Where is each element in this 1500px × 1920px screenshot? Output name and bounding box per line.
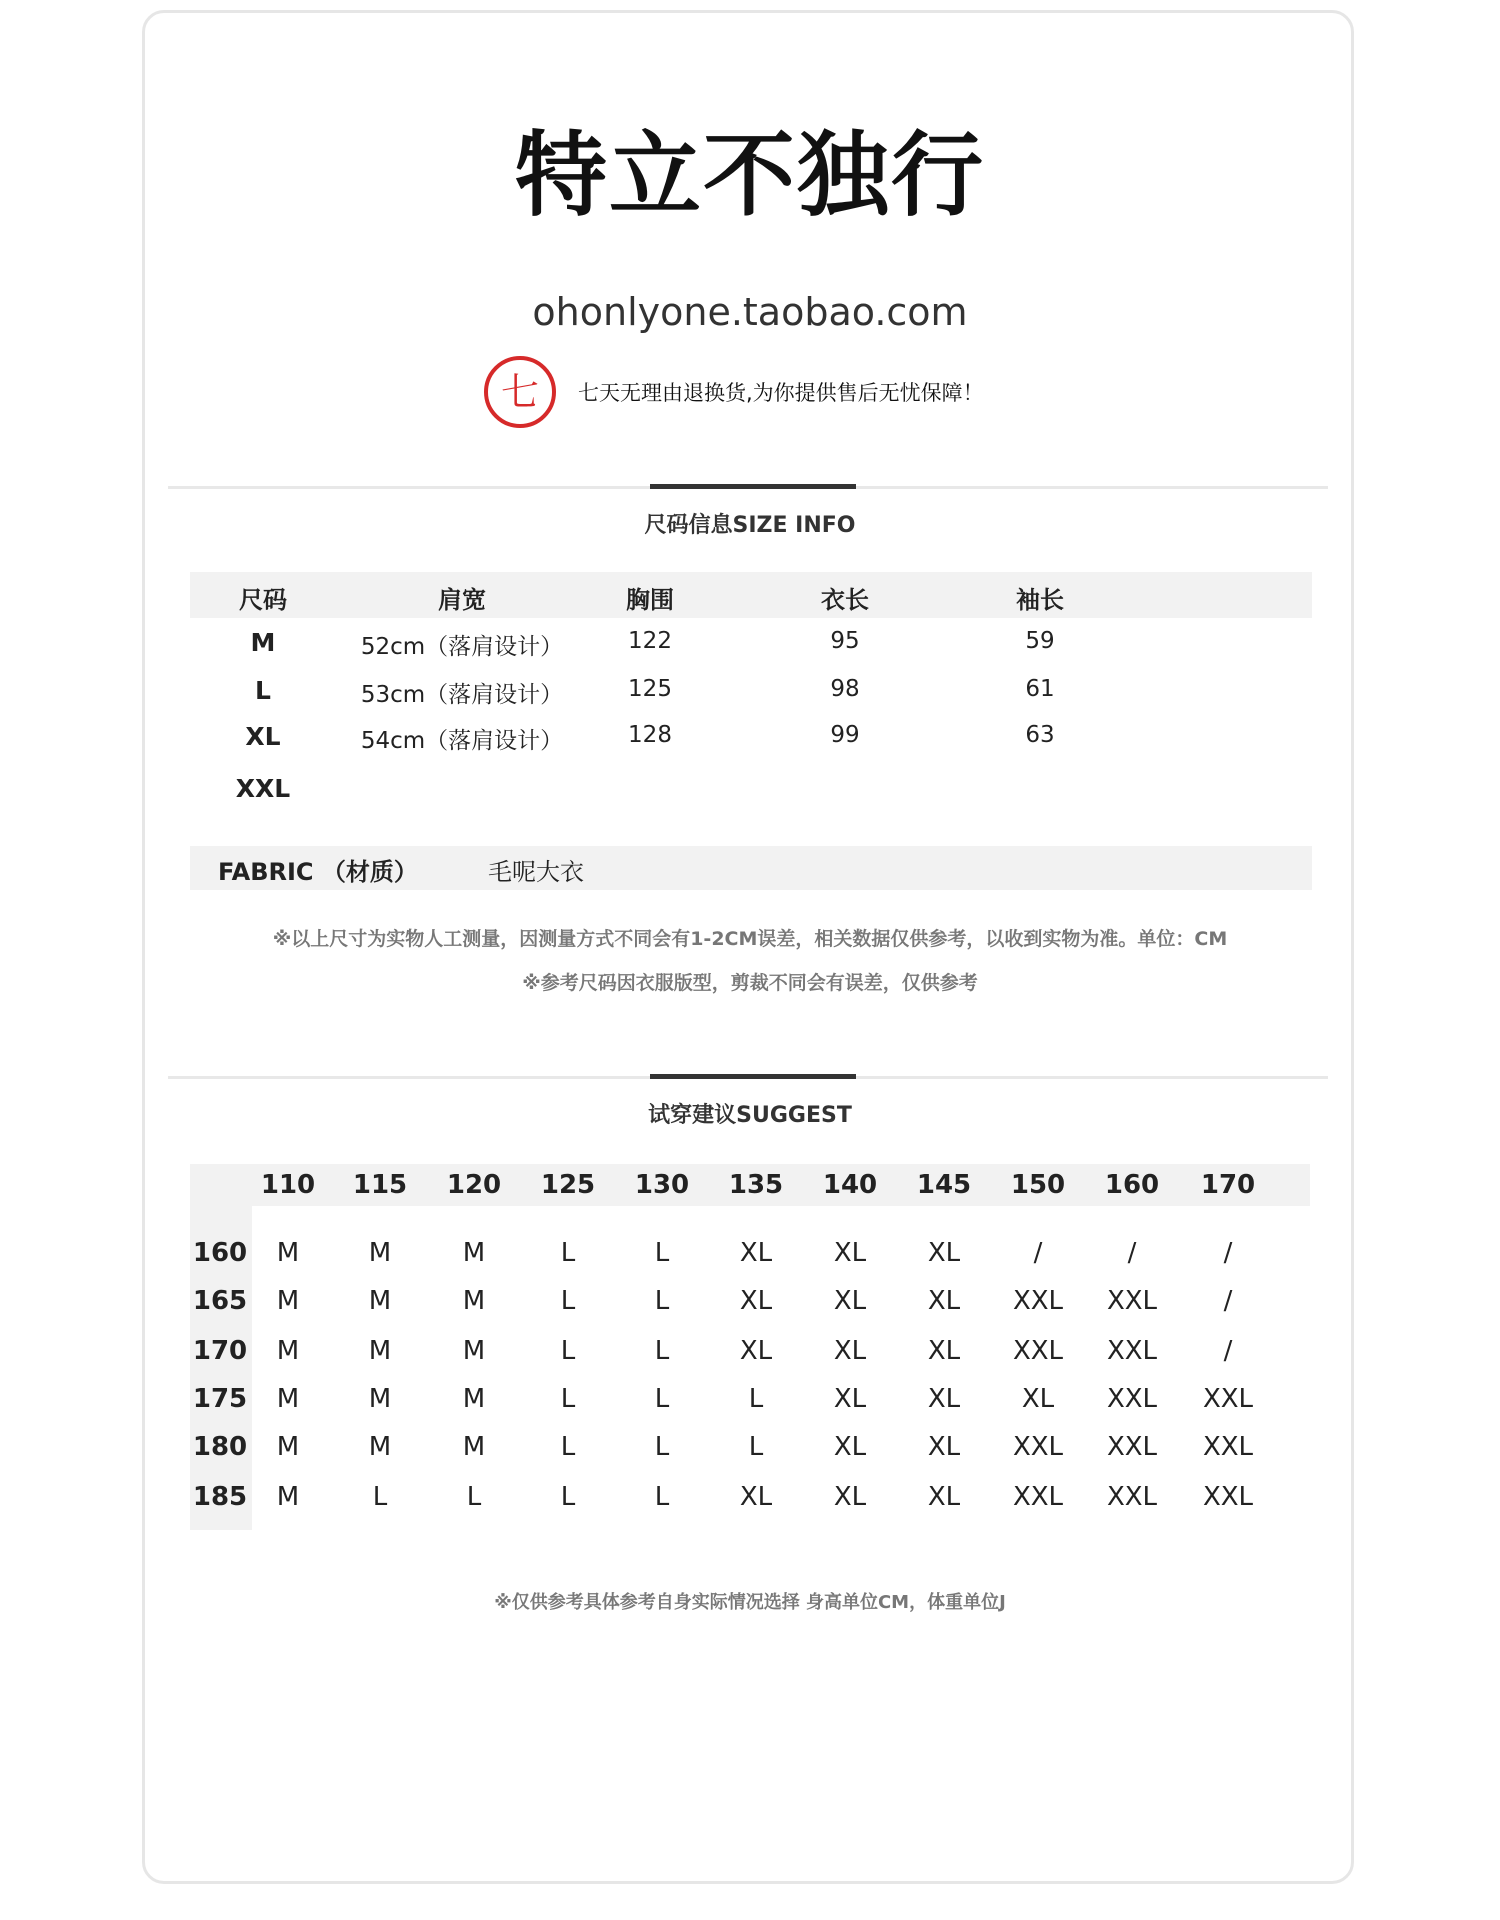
size-table-cell: 125 bbox=[628, 676, 672, 702]
suggest-title: 试穿建议SUGGEST bbox=[648, 1103, 852, 1128]
size-suggestion-cell: XL bbox=[739, 1482, 773, 1512]
height-label: 180 bbox=[192, 1432, 248, 1462]
size-suggestion-cell: / bbox=[1033, 1238, 1043, 1268]
weight-header: 140 bbox=[822, 1170, 878, 1200]
size-table-cell: 52cm（落肩设计） bbox=[360, 634, 564, 660]
size-suggestion-cell: XXL bbox=[1106, 1384, 1158, 1414]
size-suggestion-cell: XXL bbox=[1106, 1432, 1158, 1462]
size-suggestion-cell: M bbox=[276, 1238, 300, 1268]
section-divider-accent bbox=[650, 1074, 856, 1079]
weight-header: 115 bbox=[352, 1170, 408, 1200]
weight-header: 130 bbox=[634, 1170, 690, 1200]
size-suggestion-cell: M bbox=[276, 1336, 300, 1366]
size-suggestion-cell: M bbox=[368, 1286, 392, 1316]
brand-title: 特立不独行 bbox=[514, 122, 985, 229]
size-table-cell: 54cm（落肩设计） bbox=[360, 728, 564, 754]
size-suggestion-cell: L bbox=[654, 1384, 670, 1414]
size-suggestion-cell: L bbox=[654, 1238, 670, 1268]
size-suggestion-cell: XL bbox=[833, 1286, 867, 1316]
size-table-col-header: 肩宽 bbox=[438, 586, 486, 614]
suggest-footnote: ※仅供参考具体参考自身实际情况选择 身高单位CM，体重单位J bbox=[494, 1592, 1006, 1613]
height-label: 185 bbox=[192, 1482, 248, 1512]
size-info-title: 尺码信息SIZE INFO bbox=[644, 513, 856, 538]
size-suggestion-cell: XL bbox=[927, 1432, 961, 1462]
size-table-col-header: 袖长 bbox=[1016, 586, 1064, 614]
size-suggestion-cell: XL bbox=[927, 1482, 961, 1512]
size-suggestion-cell: XL bbox=[833, 1482, 867, 1512]
height-label: 165 bbox=[192, 1286, 248, 1316]
size-suggestion-cell: XXL bbox=[1202, 1384, 1254, 1414]
size-suggestion-cell: L bbox=[560, 1336, 576, 1366]
size-suggestion-cell: L bbox=[748, 1384, 764, 1414]
size-suggestion-cell: XL bbox=[927, 1336, 961, 1366]
size-suggestion-cell: L bbox=[654, 1336, 670, 1366]
size-suggestion-cell: L bbox=[748, 1432, 764, 1462]
size-label: XL bbox=[245, 722, 281, 751]
shop-url[interactable]: ohonlyone.taobao.com bbox=[532, 290, 968, 334]
size-suggestion-cell: XL bbox=[739, 1238, 773, 1268]
size-table-cell: 53cm（落肩设计） bbox=[360, 682, 564, 708]
weight-header: 170 bbox=[1200, 1170, 1256, 1200]
size-suggestion-cell: XXL bbox=[1012, 1432, 1064, 1462]
size-suggestion-cell: XXL bbox=[1012, 1286, 1064, 1316]
size-label: M bbox=[250, 628, 276, 657]
weight-header: 120 bbox=[446, 1170, 502, 1200]
weight-header: 145 bbox=[916, 1170, 972, 1200]
size-suggestion-cell: M bbox=[276, 1432, 300, 1462]
size-suggestion-cell: M bbox=[368, 1384, 392, 1414]
size-suggestion-cell: / bbox=[1127, 1238, 1137, 1268]
size-suggestion-cell: M bbox=[462, 1336, 486, 1366]
height-label: 160 bbox=[192, 1238, 248, 1268]
size-suggestion-cell: XL bbox=[833, 1336, 867, 1366]
return-policy bbox=[484, 356, 984, 428]
size-suggestion-cell: M bbox=[462, 1286, 486, 1316]
size-suggestion-cell: XXL bbox=[1202, 1432, 1254, 1462]
weight-header: 150 bbox=[1010, 1170, 1066, 1200]
size-table-col-header: 衣长 bbox=[821, 586, 869, 614]
size-suggestion-cell: L bbox=[560, 1482, 576, 1512]
weight-header: 110 bbox=[260, 1170, 316, 1200]
weight-header: 135 bbox=[728, 1170, 784, 1200]
size-label: XXL bbox=[235, 774, 291, 803]
size-suggestion-cell: M bbox=[368, 1336, 392, 1366]
size-suggestion-cell: L bbox=[654, 1432, 670, 1462]
size-suggestion-cell: L bbox=[372, 1482, 388, 1512]
size-table-col-header: 尺码 bbox=[239, 586, 287, 614]
measurement-note: ※以上尺寸为实物人工测量，因测量方式不同会有1-2CM误差，相关数据仅供参考，以收到实物为准。单位：CM bbox=[272, 928, 1228, 950]
section-divider-accent bbox=[650, 484, 856, 489]
size-suggestion-cell: L bbox=[654, 1286, 670, 1316]
fit-note: ※参考尺码因衣服版型，剪裁不同会有误差，仅供参考 bbox=[522, 972, 978, 994]
size-table-cell: 98 bbox=[830, 676, 860, 702]
height-label: 175 bbox=[192, 1384, 248, 1414]
size-suggestion-cell: L bbox=[560, 1384, 576, 1414]
size-table-cell: 63 bbox=[1025, 722, 1055, 748]
size-suggestion-cell: M bbox=[368, 1432, 392, 1462]
size-suggestion-cell: XXL bbox=[1106, 1482, 1158, 1512]
size-suggestion-cell: XXL bbox=[1106, 1286, 1158, 1316]
size-suggestion-cell: XL bbox=[833, 1432, 867, 1462]
size-suggestion-cell: XXL bbox=[1012, 1336, 1064, 1366]
size-label: L bbox=[255, 676, 271, 705]
size-suggestion-cell: / bbox=[1223, 1238, 1233, 1268]
size-suggestion-cell: XL bbox=[927, 1238, 961, 1268]
size-suggestion-cell: / bbox=[1223, 1286, 1233, 1316]
size-suggestion-cell: L bbox=[466, 1482, 482, 1512]
size-suggestion-cell: M bbox=[462, 1432, 486, 1462]
size-suggestion-cell: M bbox=[462, 1238, 486, 1268]
size-suggestion-cell: XL bbox=[927, 1384, 961, 1414]
weight-header: 125 bbox=[540, 1170, 596, 1200]
size-table-cell: 59 bbox=[1025, 628, 1055, 654]
size-suggestion-cell: XL bbox=[739, 1336, 773, 1366]
size-suggestion-cell: L bbox=[560, 1432, 576, 1462]
size-suggestion-cell: XL bbox=[833, 1384, 867, 1414]
size-table-cell: 61 bbox=[1025, 676, 1055, 702]
policy-text: 七天无理由退换货,为你提供售后无忧保障！ bbox=[578, 381, 984, 405]
size-suggestion-cell: M bbox=[368, 1238, 392, 1268]
height-label: 170 bbox=[192, 1336, 248, 1366]
fabric-value: 毛呢大衣 bbox=[488, 858, 584, 886]
size-suggestion-cell: M bbox=[462, 1384, 486, 1414]
size-suggestion-cell: XL bbox=[927, 1286, 961, 1316]
size-suggestion-cell: XL bbox=[1021, 1384, 1055, 1414]
size-suggestion-cell: XL bbox=[739, 1286, 773, 1316]
size-suggestion-cell: XXL bbox=[1202, 1482, 1254, 1512]
size-table-col-header: 胸围 bbox=[626, 586, 674, 614]
size-suggestion-cell: XXL bbox=[1012, 1482, 1064, 1512]
size-suggestion-cell: M bbox=[276, 1286, 300, 1316]
seven-day-seal-icon: 七 bbox=[484, 356, 556, 428]
size-suggestion-cell: M bbox=[276, 1482, 300, 1512]
fabric-label: FABRIC （材质） bbox=[218, 858, 418, 886]
size-table-cell: 99 bbox=[830, 722, 860, 748]
size-suggestion-cell: L bbox=[654, 1482, 670, 1512]
size-suggestion-cell: XXL bbox=[1106, 1336, 1158, 1366]
size-suggestion-cell: XL bbox=[833, 1238, 867, 1268]
weight-header: 160 bbox=[1104, 1170, 1160, 1200]
size-table-cell: 122 bbox=[628, 628, 672, 654]
size-suggestion-cell: / bbox=[1223, 1336, 1233, 1366]
size-suggestion-cell: M bbox=[276, 1384, 300, 1414]
size-suggestion-cell: L bbox=[560, 1238, 576, 1268]
size-suggestion-cell: L bbox=[560, 1286, 576, 1316]
size-table-cell: 128 bbox=[628, 722, 672, 748]
size-table-cell: 95 bbox=[830, 628, 860, 654]
